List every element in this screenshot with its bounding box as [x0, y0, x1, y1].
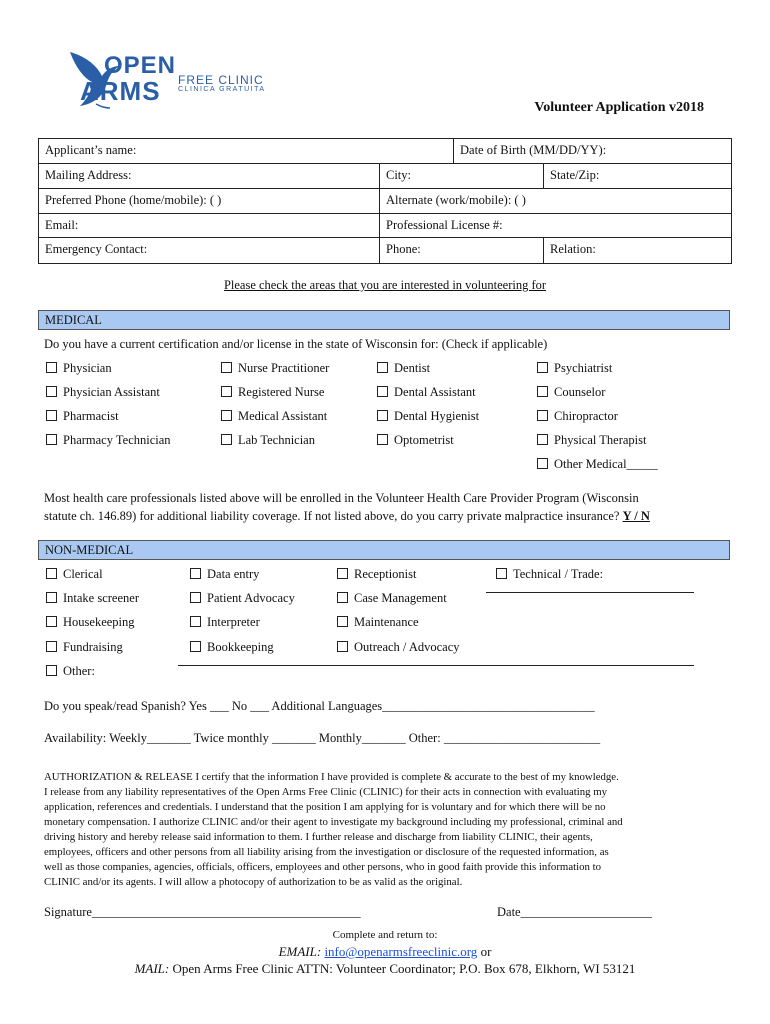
checkbox-psychiatrist[interactable]: Psychiatrist	[537, 361, 612, 376]
other-line[interactable]	[178, 665, 694, 666]
email-field[interactable]: Email:	[45, 218, 79, 232]
checkbox-pharmacy-technician[interactable]: Pharmacy Technician	[46, 433, 171, 448]
checkbox-outreach-advocacy[interactable]: Outreach / Advocacy	[337, 640, 460, 655]
checkbox-optometrist[interactable]: Optometrist	[377, 433, 454, 448]
auth-line: well as those companies, agencies, officials, officers, employees and other persons, who in good faith provide this information to	[44, 861, 602, 873]
availability-line[interactable]: Availability: Weekly_______ Twice monthly _______ Monthly_______ Other: _________________________	[44, 731, 601, 745]
interest-heading: Please check the areas that you are interested in volunteering for	[223, 278, 547, 292]
auth-line: application, references and credentials. I understand that the position I am applying for is voluntary and for which there will be no	[44, 801, 606, 813]
checkbox-icon[interactable]	[46, 568, 57, 579]
checkbox-icon[interactable]	[337, 592, 348, 603]
checkbox-icon[interactable]	[46, 665, 57, 676]
checkbox-physician[interactable]: Physician	[46, 361, 112, 376]
yes-no-choice[interactable]: Y / N	[622, 509, 650, 523]
checkbox-icon[interactable]	[337, 641, 348, 652]
date-line[interactable]: Date_____________________	[497, 905, 652, 919]
checkbox-icon[interactable]	[190, 616, 201, 627]
checkbox-icon[interactable]	[377, 434, 388, 445]
auth-line: CLINIC and/or its agents. I will allow a photocopy of authorization to be as valid as the original.	[44, 876, 463, 888]
checkbox-chiropractor[interactable]: Chiropractor	[537, 409, 618, 424]
checkbox-dentist[interactable]: Dentist	[377, 361, 430, 376]
auth-line: employees, officers and other persons from all liability arising from the investigation or disclosure of the requested information, as	[44, 846, 609, 858]
row-emergency	[39, 238, 731, 263]
checkbox-icon[interactable]	[537, 410, 548, 421]
auth-line: monetary compensation. I authorize CLINIC and/or their agent to investigate my background including my professional, criminal and	[44, 816, 623, 828]
mail-label: MAIL:	[134, 961, 170, 976]
checkbox-icon[interactable]	[377, 386, 388, 397]
checkbox-physician-assistant[interactable]: Physician Assistant	[46, 385, 160, 400]
license-field[interactable]: Professional License #:	[379, 214, 731, 237]
dob-field[interactable]: Date of Birth (MM/DD/YY):	[453, 139, 731, 163]
city-field[interactable]: City:	[379, 164, 543, 188]
state-zip-field[interactable]: State/Zip:	[543, 164, 731, 188]
technical-trade-line[interactable]	[486, 592, 694, 593]
checkbox-icon[interactable]	[537, 434, 548, 445]
return-mail	[0, 961, 770, 977]
applicant-info-table	[38, 138, 732, 264]
return-heading: Complete and return to:	[332, 929, 438, 941]
checkbox-icon[interactable]	[190, 592, 201, 603]
checkbox-icon[interactable]	[537, 458, 548, 469]
alternate-phone-field[interactable]: Alternate (work/mobile): ( )	[379, 189, 731, 213]
checkbox-pharmacist[interactable]: Pharmacist	[46, 409, 119, 424]
row-address	[39, 164, 731, 189]
checkbox-icon[interactable]	[377, 410, 388, 421]
checkbox-medical-assistant[interactable]: Medical Assistant	[221, 409, 327, 424]
document-title: Volunteer Application v2018	[534, 100, 704, 115]
authorization-release	[44, 770, 734, 890]
emergency-contact-field[interactable]: Emergency Contact:	[45, 242, 148, 256]
email-label: EMAIL:	[278, 944, 322, 959]
checkbox-icon[interactable]	[46, 386, 57, 397]
checkbox-icon[interactable]	[190, 641, 201, 652]
medical-question: Do you have a current certification and/or license in the state of Wisconsin for: (Check if applicable)	[44, 337, 548, 351]
relation-field[interactable]: Relation:	[543, 238, 731, 263]
checkbox-case-management[interactable]: Case Management	[337, 591, 447, 606]
signature-line[interactable]: Signature___________________________________________	[44, 905, 361, 919]
nonmedical-section-header: NON-MEDICAL	[38, 540, 730, 560]
checkbox-data-entry[interactable]: Data entry	[190, 567, 259, 582]
return-email	[0, 944, 770, 960]
auth-line: I release from any liability representatives of the Open Arms Free Clinic (CLINIC) for their acts in connection with evaluating my	[44, 786, 608, 798]
checkbox-patient-advocacy[interactable]: Patient Advocacy	[190, 591, 295, 606]
auth-line: AUTHORIZATION & RELEASE I certify that the information I have provided is complete & accurate to the best of my knowledge.	[44, 771, 619, 783]
checkbox-interpreter[interactable]: Interpreter	[190, 615, 260, 630]
medical-section-header: MEDICAL	[38, 310, 730, 330]
checkbox-icon[interactable]	[46, 434, 57, 445]
preferred-phone-field[interactable]: Preferred Phone (home/mobile): ( )	[45, 193, 222, 207]
checkbox-icon[interactable]	[190, 568, 201, 579]
checkbox-other-medical[interactable]: Other Medical_____	[537, 457, 658, 472]
malpractice-note	[44, 489, 734, 525]
checkbox-other[interactable]: Other:	[46, 664, 95, 679]
checkbox-icon[interactable]	[46, 362, 57, 373]
checkbox-icon[interactable]	[221, 434, 232, 445]
checkbox-bookkeeping[interactable]: Bookkeeping	[190, 640, 274, 655]
logo-free-clinic: FREE CLINIC	[178, 73, 264, 87]
checkbox-icon[interactable]	[221, 386, 232, 397]
checkbox-icon[interactable]	[221, 410, 232, 421]
spanish-question[interactable]: Do you speak/read Spanish? Yes ___ No ___ Additional Languages__________________________________	[44, 699, 595, 713]
row-phone	[39, 189, 731, 214]
checkbox-registered-nurse[interactable]: Registered Nurse	[221, 385, 324, 400]
checkbox-icon[interactable]	[537, 386, 548, 397]
checkbox-icon[interactable]	[46, 592, 57, 603]
checkbox-receptionist[interactable]: Receptionist	[337, 567, 417, 582]
checkbox-dental-assistant[interactable]: Dental Assistant	[377, 385, 476, 400]
checkbox-technical-trade[interactable]: Technical / Trade:	[496, 567, 603, 582]
checkbox-icon[interactable]	[377, 362, 388, 373]
checkbox-nurse-practitioner[interactable]: Nurse Practitioner	[221, 361, 329, 376]
malpractice-note-line1: Most health care professionals listed above will be enrolled in the Volunteer Health Care Provider Program (Wisconsin	[44, 491, 639, 505]
row-email	[39, 214, 731, 238]
checkbox-icon[interactable]	[337, 616, 348, 627]
checkbox-maintenance[interactable]: Maintenance	[337, 615, 419, 630]
checkbox-icon[interactable]	[537, 362, 548, 373]
checkbox-icon[interactable]	[221, 362, 232, 373]
checkbox-icon[interactable]	[46, 641, 57, 652]
checkbox-lab-technician[interactable]: Lab Technician	[221, 433, 315, 448]
checkbox-dental-hygienist[interactable]: Dental Hygienist	[377, 409, 479, 424]
checkbox-icon[interactable]	[46, 616, 57, 627]
clinic-logo	[66, 46, 276, 112]
auth-line: driving history and hereby release said information to them. I further release and discharge from liability CLINIC, their agents,	[44, 831, 593, 843]
applicant-name-field[interactable]: Applicant’s name:	[45, 143, 137, 157]
row-name	[39, 139, 731, 164]
email-or: or	[480, 944, 492, 959]
checkbox-icon[interactable]	[46, 410, 57, 421]
checkbox-icon[interactable]	[337, 568, 348, 579]
malpractice-note-line2: statute ch. 146.89) for additional liability coverage. If not listed above, do you carry private malpractice insurance? Y / N	[44, 509, 650, 523]
checkbox-clerical[interactable]: Clerical	[46, 567, 103, 582]
checkbox-intake-screener[interactable]: Intake screener	[46, 591, 139, 606]
mail-address: Open Arms Free Clinic ATTN: Volunteer Coordinator; P.O. Box 678, Elkhorn, WI 53121	[172, 961, 636, 976]
checkbox-icon[interactable]	[496, 568, 507, 579]
logo-clinica-gratuita: CLINICA GRATUITA	[178, 86, 266, 93]
email-link[interactable]: info@openarmsfreeclinic.org	[324, 944, 478, 959]
logo-open: OPEN	[104, 52, 177, 79]
checkbox-counselor[interactable]: Counselor	[537, 385, 605, 400]
mailing-address-field[interactable]: Mailing Address:	[45, 168, 132, 182]
logo-arms: ARMS	[80, 76, 161, 106]
checkbox-fundraising[interactable]: Fundraising	[46, 640, 123, 655]
checkbox-physical-therapist[interactable]: Physical Therapist	[537, 433, 646, 448]
checkbox-housekeeping[interactable]: Housekeeping	[46, 615, 135, 630]
emergency-phone-field[interactable]: Phone:	[379, 238, 543, 263]
